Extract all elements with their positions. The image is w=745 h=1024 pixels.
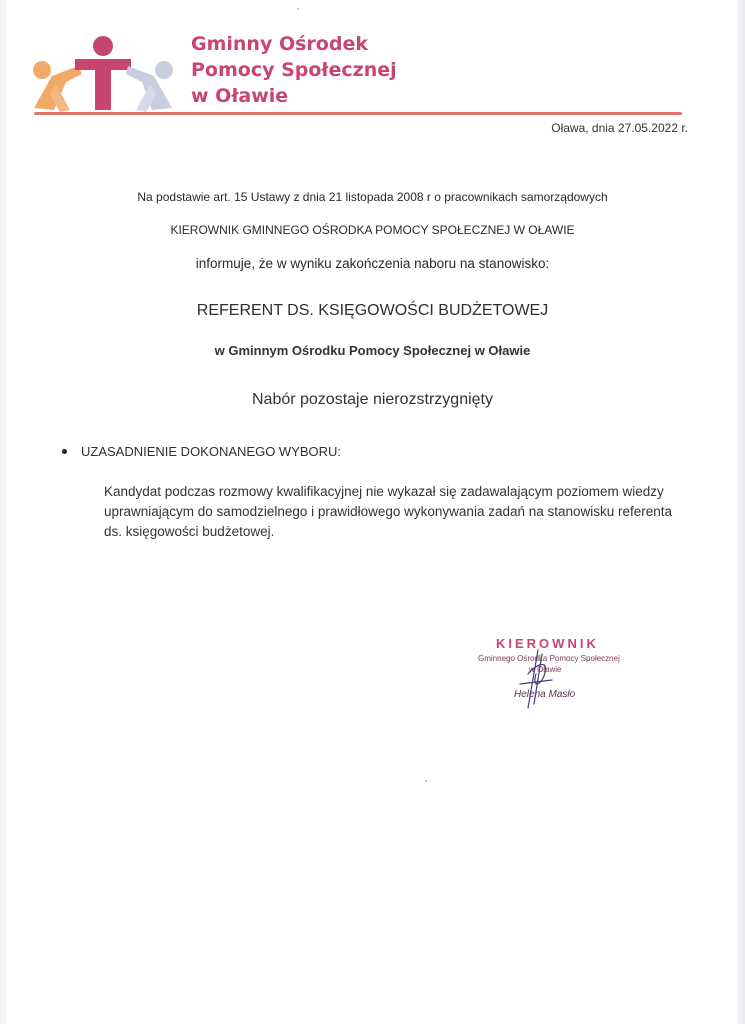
org-logo bbox=[30, 34, 180, 114]
scan-edge-shadow bbox=[737, 0, 745, 1024]
stamp-town: w Oławie bbox=[529, 665, 562, 674]
org-name-line-3: w Oławie bbox=[191, 85, 289, 107]
stamp-org: Gminnego Ośrodka Pomocy Społecznej bbox=[478, 654, 620, 663]
issuer-line: KIEROWNIK GMINNEGO OŚRODKA POMOCY SPOŁECZNEJ W OŁAWIE bbox=[170, 223, 575, 237]
justification-text: Kandydat podczas rozmowy kwalifikacyjnej nie wykazał się zadawalającym poziomem wiedzy uprawniającym do samodzielnego i prawidłowego wykonywania zadań na stanowisku referenta ds. księgowości budżetowej. bbox=[104, 484, 673, 539]
org-name bbox=[191, 31, 397, 109]
recruitment-result: Nabór pozostaje nierozstrzygnięty bbox=[251, 391, 493, 408]
informs-line: informuje, że w wyniku zakończenia naboru na stanowisko: bbox=[195, 256, 550, 271]
position-title: REFERENT DS. KSIĘGOWOŚCI BUDŻETOWEJ bbox=[196, 302, 549, 319]
scan-speck bbox=[297, 8, 299, 10]
handwritten-signature bbox=[498, 644, 558, 714]
org-name-line-1: Gminny Ośrodek bbox=[191, 33, 368, 55]
stamp-title: KIEROWNIK bbox=[496, 636, 599, 651]
legal-basis: Na podstawie art. 15 Ustawy z dnia 21 listopada 2008 r o pracownikach samorządowych bbox=[137, 190, 608, 204]
stamp-name: Helena Masło bbox=[514, 689, 576, 700]
justification-heading-row bbox=[62, 444, 341, 459]
bullet-icon bbox=[62, 449, 67, 454]
official-stamp bbox=[470, 634, 650, 714]
justification-heading: UZASADNIENIE DOKONANEGO WYBORU: bbox=[81, 444, 342, 459]
document-date: Oława, dnia 27.05.2022 r. bbox=[551, 121, 688, 135]
scan-speck bbox=[425, 780, 427, 782]
header-rule bbox=[34, 112, 682, 115]
org-name-line-2: Pomocy Społecznej bbox=[191, 59, 397, 81]
position-place: w Gminnym Ośrodku Pomocy Społecznej w Oławie bbox=[214, 343, 531, 358]
